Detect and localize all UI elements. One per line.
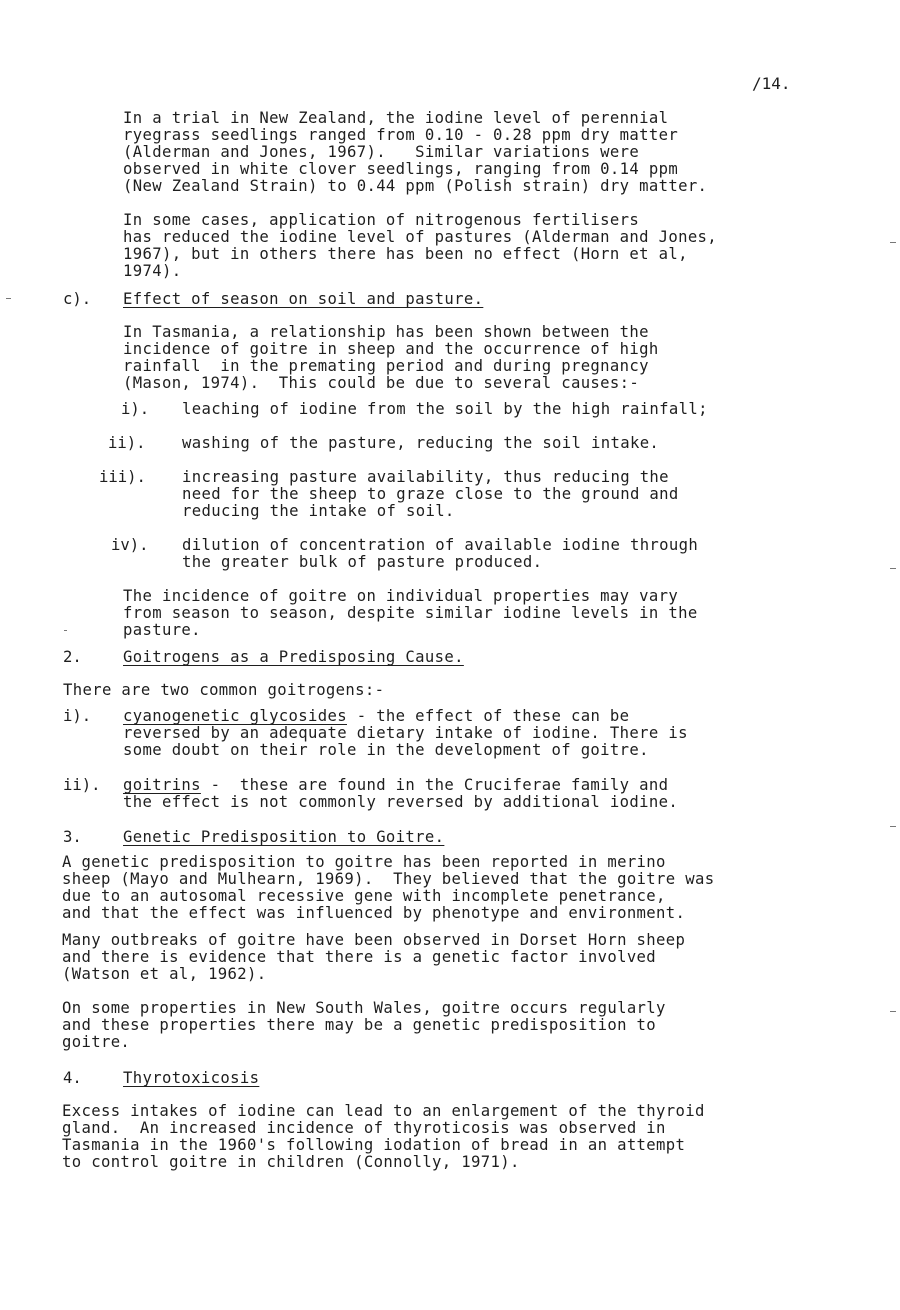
scan-mark: [6, 298, 11, 299]
text-line: from season to season, despite similar iodine levels in the: [123, 604, 698, 622]
text-line: Excess intakes of iodine can lead to an enlargement of the thyroid: [62, 1102, 705, 1120]
section-2-number: 2.: [63, 648, 82, 666]
text-line: 1967), but in others there has been no effect (Horn et al,: [123, 245, 688, 263]
list-item-number: i).: [63, 707, 92, 725]
list-item-text: leaching of iodine from the soil by the high rainfall;: [182, 400, 708, 418]
text-line: to control goitre in children (Connolly, 1971).: [62, 1153, 520, 1171]
list-item-text: dilution of concentration of available iodine through: [182, 536, 699, 554]
scan-mark: [64, 630, 67, 631]
text-line: Many outbreaks of goitre have been observed in Dorset Horn sheep: [62, 931, 686, 949]
text-line: (Watson et al, 1962).: [62, 965, 267, 983]
list-item-number: iii).: [99, 468, 146, 486]
section-c-heading: Effect of season on soil and pasture.: [123, 290, 484, 308]
text-line: 1974).: [123, 262, 182, 280]
section-4-number: 4.: [63, 1069, 82, 1087]
list-item-text: some doubt on their role in the development of goitre.: [123, 741, 649, 759]
term-description: - these are found in the Cruciferae family and: [200, 776, 669, 794]
list-item-text: reversed by an adequate dietary intake of iodine. There is: [123, 724, 688, 742]
section-3-number: 3.: [63, 828, 82, 846]
text-line: sheep (Mayo and Mulhearn, 1969). They believed that the goitre was: [62, 870, 715, 888]
term-description: - the effect of these can be: [346, 707, 630, 725]
text-line: goitre.: [62, 1033, 131, 1051]
scan-mark: [890, 242, 896, 243]
section-c-number: c).: [63, 290, 92, 308]
text-line: has reduced the iodine level of pastures (Alderman and Jones,: [123, 228, 718, 246]
list-item-number: i).: [121, 400, 150, 418]
text-line: and that the effect was influenced by phenotype and environment.: [62, 904, 686, 922]
text-line: (Mason, 1974). This could be due to several causes:-: [123, 374, 640, 392]
list-item-text: [123, 708, 629, 725]
text-line: Tasmania in the 1960's following iodation of bread in an attempt: [62, 1136, 686, 1154]
scan-mark: [890, 826, 896, 827]
page-number: /14.: [752, 74, 791, 93]
text-line: incidence of goitre in sheep and the occurrence of high: [123, 340, 659, 358]
term-cyanogenetic-glycosides: cyanogenetic glycosides: [123, 707, 347, 725]
list-item-number: ii).: [63, 776, 101, 794]
text-line: The incidence of goitre on individual properties may vary: [123, 587, 679, 605]
list-item-text: need for the sheep to graze close to the ground and: [182, 485, 679, 503]
list-item-number: iv).: [111, 536, 149, 554]
text-line: (Alderman and Jones, 1967). Similar variations were: [123, 143, 640, 161]
text-line: observed in white clover seedlings, ranging from 0.14 ppm: [123, 160, 679, 178]
text-line: In Tasmania, a relationship has been shown between the: [123, 323, 649, 341]
text-line: and these properties there may be a genetic predisposition to: [62, 1016, 657, 1034]
text-line: In some cases, application of nitrogenous fertilisers: [123, 211, 640, 229]
section-4-heading: Thyrotoxicosis: [123, 1069, 260, 1087]
section-3-heading: Genetic Predisposition to Goitre.: [123, 828, 445, 846]
list-item-text: the effect is not commonly reversed by additional iodine.: [123, 793, 679, 811]
scan-mark: [890, 568, 896, 569]
text-line: A genetic predisposition to goitre has been reported in merino: [62, 853, 666, 871]
list-item-text: increasing pasture availability, thus reducing the: [182, 468, 669, 486]
text-line: In a trial in New Zealand, the iodine level of perennial: [123, 109, 669, 127]
list-item-number: ii).: [108, 434, 146, 452]
section-2-heading: Goitrogens as a Predisposing Cause.: [123, 648, 464, 666]
list-item-text: the greater bulk of pasture produced.: [182, 553, 543, 571]
text-line: and there is evidence that there is a genetic factor involved: [62, 948, 657, 966]
text-line: (New Zealand Strain) to 0.44 ppm (Polish strain) dry matter.: [123, 177, 708, 195]
list-item-text: reducing the intake of soil.: [182, 502, 455, 520]
text-line: gland. An increased incidence of thyroticosis was observed in: [62, 1119, 666, 1137]
text-line: On some properties in New South Wales, goitre occurs regularly: [62, 999, 666, 1017]
text-line: due to an autosomal recessive gene with incomplete penetrance,: [62, 887, 666, 905]
text-line: rainfall in the premating period and during pregnancy: [123, 357, 649, 375]
text-line: pasture.: [123, 621, 201, 639]
term-goitrins: goitrins: [123, 776, 201, 794]
goitrogens-intro: There are two common goitrogens:-: [63, 681, 385, 699]
list-item-text: [123, 777, 668, 794]
scan-mark: [890, 1011, 896, 1012]
list-item-text: washing of the pasture, reducing the soil intake.: [182, 434, 660, 452]
text-line: ryegrass seedlings ranged from 0.10 - 0.28 ppm dry matter: [123, 126, 679, 144]
